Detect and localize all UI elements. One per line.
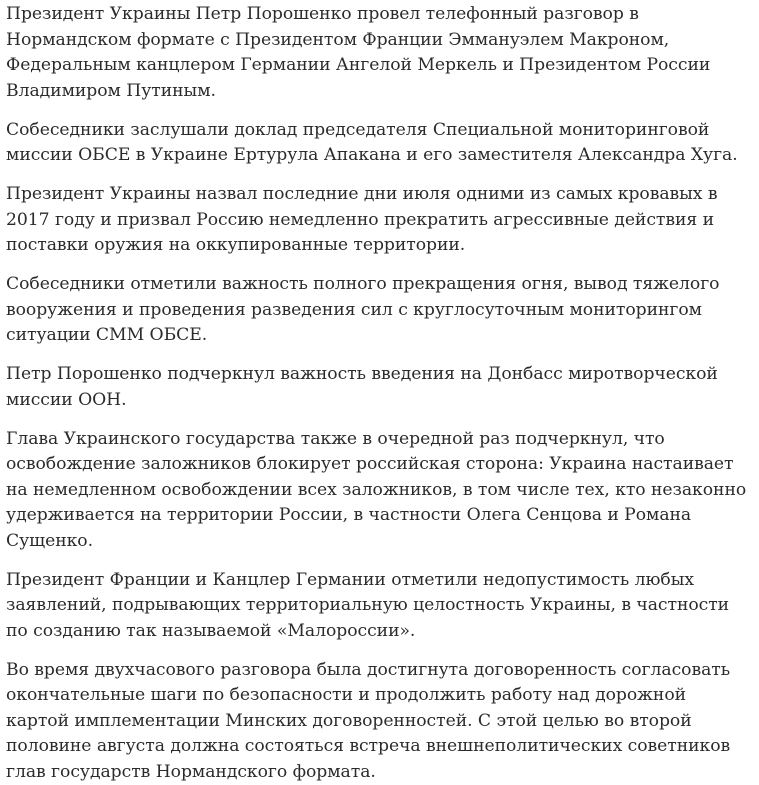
article-paragraph-7: Президент Франции и Канцлер Германии отметили недопустимость любых заявлений, подрывающих территориальную целостность Украины, в частности по созданию так называемой «Малороссии». [6, 568, 749, 645]
article-paragraph-3: Президент Украины назвал последние дни июля одними из самых кровавых в 2017 году и призвал Россию немедленно прекратить агрессивные действия и поставки оружия на оккупированные территории. [6, 182, 749, 259]
article-paragraph-2: Собеседники заслушали доклад председателя Специальной мониторинговой миссии ОБСЕ в Украине Ертурула Апакана и его заместителя Александра Хуга. [6, 118, 749, 169]
article-paragraph-6: Глава Украинского государства также в очередной раз подчеркнул, что освобождение заложников блокирует российская сторона: Украина настаивает на немедленном освобождении всех заложников, в том числе тех, кто незаконно удерживается на территории России, в частности Олега Сенцова и Романа Сущенко. [6, 427, 749, 555]
article-paragraph-4: Собеседники отметили важность полного прекращения огня, вывод тяжелого вооружения и проведения разведения сил с круглосуточным мониторингом ситуации СММ ОБСЕ. [6, 272, 749, 349]
article-paragraph-8: Во время двухчасового разговора была достигнута договоренность согласовать окончательные шаги по безопасности и продолжить работу над дорожной картой имплементации Минских договоренностей. С этой целью во второй половине августа должна состояться встреча внешнеполитических советников глав государств Нормандского формата. [6, 658, 749, 785]
article-body [0, 2, 759, 785]
article-paragraph-1: Президент Украины Петр Порошенко провел телефонный разговор в Нормандском формате с Президентом Франции Эммануэлем Макроном, Федеральным канцлером Германии Ангелой Меркель и Президентом России Владимиром Путиным. [6, 2, 749, 104]
article-paragraph-5: Петр Порошенко подчеркнул важность введения на Донбасс миротворческой миссии ООН. [6, 362, 749, 413]
